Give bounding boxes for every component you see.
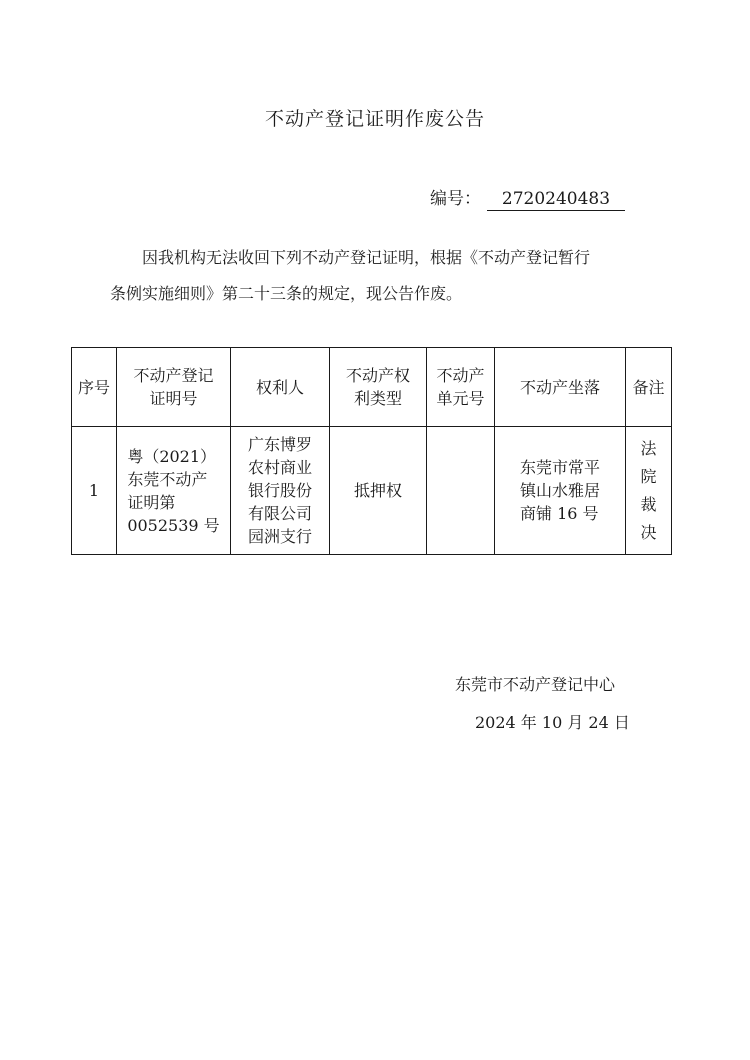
cell-location-line-3: 商铺 16 号	[519, 504, 599, 523]
header-certificate-number	[117, 348, 231, 427]
issue-date: 2024 年 10 月 24 日	[475, 713, 630, 732]
certificate-table	[71, 347, 672, 555]
header-unit-number	[427, 348, 495, 427]
notice-paragraph	[110, 240, 650, 312]
cell-location-line-2: 镇山水雅居	[519, 481, 600, 500]
cell-note	[626, 427, 672, 555]
header-right-type-line-2: 利类型	[353, 389, 402, 408]
notice-paragraph-line-1: 因我机构无法收回下列不动产登记证明，根据《不动产登记暂行	[142, 248, 591, 267]
cell-owner	[231, 427, 330, 555]
cell-certificate-number-block	[127, 445, 219, 537]
issuer-name: 东莞市不动产登记中心	[455, 675, 616, 694]
cell-note-text: 法院裁决	[640, 438, 657, 542]
cell-owner-line-1: 广东博罗	[247, 435, 312, 454]
header-unit-number-line-1: 不动产	[436, 366, 485, 385]
document-number-label: 编号：	[430, 189, 481, 209]
header-unit-number-line-2: 单元号	[436, 389, 485, 408]
notice-paragraph-line-2: 条例实施细则》第二十三条的规定，现公告作废。	[110, 284, 463, 303]
cell-unit-number	[427, 427, 495, 555]
cell-owner-line-5: 园洲支行	[247, 527, 312, 546]
header-note: 备注	[626, 348, 672, 427]
document-number-value: 2720240483	[487, 189, 625, 211]
cell-certificate-number-line-2: 东莞不动产	[127, 469, 208, 489]
table-row	[72, 427, 672, 555]
header-owner: 权利人	[231, 348, 330, 427]
cell-certificate-number-line-1: 粤（2021）	[127, 446, 217, 466]
cell-certificate-number	[117, 427, 231, 555]
header-seq: 序号	[72, 348, 117, 427]
cell-owner-line-3: 银行股份	[247, 481, 312, 500]
header-certificate-number-line-1: 不动产登记	[133, 366, 214, 385]
cell-location	[495, 427, 626, 555]
header-right-type	[330, 348, 427, 427]
header-location: 不动产坐落	[495, 348, 626, 427]
cell-location-line-1: 东莞市常平	[519, 458, 600, 477]
cell-seq: 1	[72, 427, 117, 555]
cell-owner-line-2: 农村商业	[247, 458, 312, 477]
cell-location-block	[520, 456, 600, 525]
header-right-type-line-1: 不动产权	[345, 366, 410, 385]
cell-right-type: 抵押权	[330, 427, 427, 555]
table-header-row	[72, 348, 672, 427]
notice-title: 不动产登记证明作废公告	[264, 108, 485, 130]
header-certificate-number-line-2: 证明号	[149, 389, 198, 408]
cell-certificate-number-line-4: 0052539 号	[127, 515, 220, 535]
cell-certificate-number-line-3: 证明第	[127, 492, 176, 512]
cell-owner-line-4: 有限公司	[247, 504, 312, 523]
document-number	[430, 184, 625, 211]
